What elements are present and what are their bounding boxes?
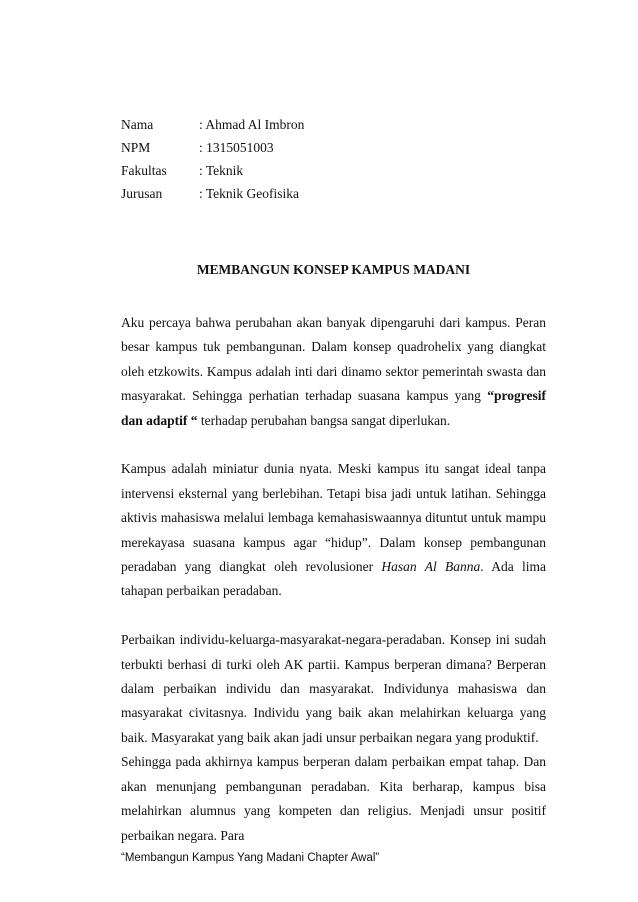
paragraph-text: . Ada lima tahapan perbaikan peradaban. bbox=[121, 559, 546, 599]
info-row-fakultas bbox=[121, 159, 421, 182]
info-row-nama bbox=[121, 113, 421, 136]
document-title: MEMBANGUN KONSEP KAMPUS MADANI bbox=[196, 262, 471, 277]
info-value: : 1315051003 bbox=[199, 140, 274, 155]
info-row-jurusan bbox=[121, 182, 421, 205]
info-value: : Teknik Geofisika bbox=[199, 186, 300, 201]
paragraph-text: terhadap perubahan bangsa sangat diperlukan. bbox=[197, 412, 451, 428]
info-value: : Ahmad Al Imbron bbox=[199, 117, 305, 132]
paragraph-3: Perbaikan individu-keluarga-masyarakat-negara-peradaban. Konsep ini sudah terbukti berhasi di turki oleh AK partii. Kampus berperan dimana? Berperan dalam perbaikan individu dan masyarakat. Individunya mahasiswa dan masyarakat civitasnya. Individu yang baik akan melahirkan keluarga yang baik. Masyarakat yang baik akan jadi unsur perbaikan negara yang produktif. bbox=[121, 632, 546, 745]
document-body bbox=[121, 311, 546, 848]
student-info bbox=[121, 113, 421, 205]
paragraph-4: Sehingga pada akhirnya kampus berperan dalam perbaikan empat tahap. Dan akan menunjang pembangunan peradaban. Kita berharap, kampus bisa melahirkan alumnus yang kompeten dan religius. Menjadi unsur positif perbaikan negara. Para bbox=[121, 754, 546, 843]
info-label: NPM bbox=[121, 140, 151, 155]
page-footer: “Membangun Kampus Yang Madani Chapter Awal” bbox=[121, 852, 380, 864]
bold-phrase: “progresif dan adaptif “ bbox=[121, 388, 546, 428]
info-row-npm bbox=[121, 136, 421, 159]
paragraph-text: Aku percaya bahwa perubahan akan banyak dipengaruhi dari kampus. Peran besar kampus tuk pembangunan. Dalam konsep quadrohelix yang diangkat oleh etzkowits. Kampus adalah inti dari dinamo sektor pemerintah swasta dan masyarakat. Sehingga perhatian terhadap suasana kampus yang bbox=[121, 315, 546, 404]
info-label: Fakultas bbox=[121, 163, 167, 178]
info-label: Jurusan bbox=[121, 186, 163, 201]
info-label: Nama bbox=[121, 117, 154, 132]
italic-name: Hasan Al Banna bbox=[381, 559, 481, 575]
paragraph-1 bbox=[121, 311, 546, 433]
paragraph-2 bbox=[121, 457, 546, 603]
paragraph-text: Kampus adalah miniatur dunia nyata. Meski kampus itu sangat ideal tanpa intervensi eksternal yang berlebihan. Tetapi bisa jadi untuk latihan. Sehingga aktivis mahasiswa melalui lembaga kemahasiswaannya dituntut untuk mampu merekayasa suasana kampus agar “hidup”. Dalam konsep pembangunan peradaban yang diangkat oleh revolusioner bbox=[121, 461, 546, 575]
info-value: : Teknik bbox=[199, 163, 244, 178]
